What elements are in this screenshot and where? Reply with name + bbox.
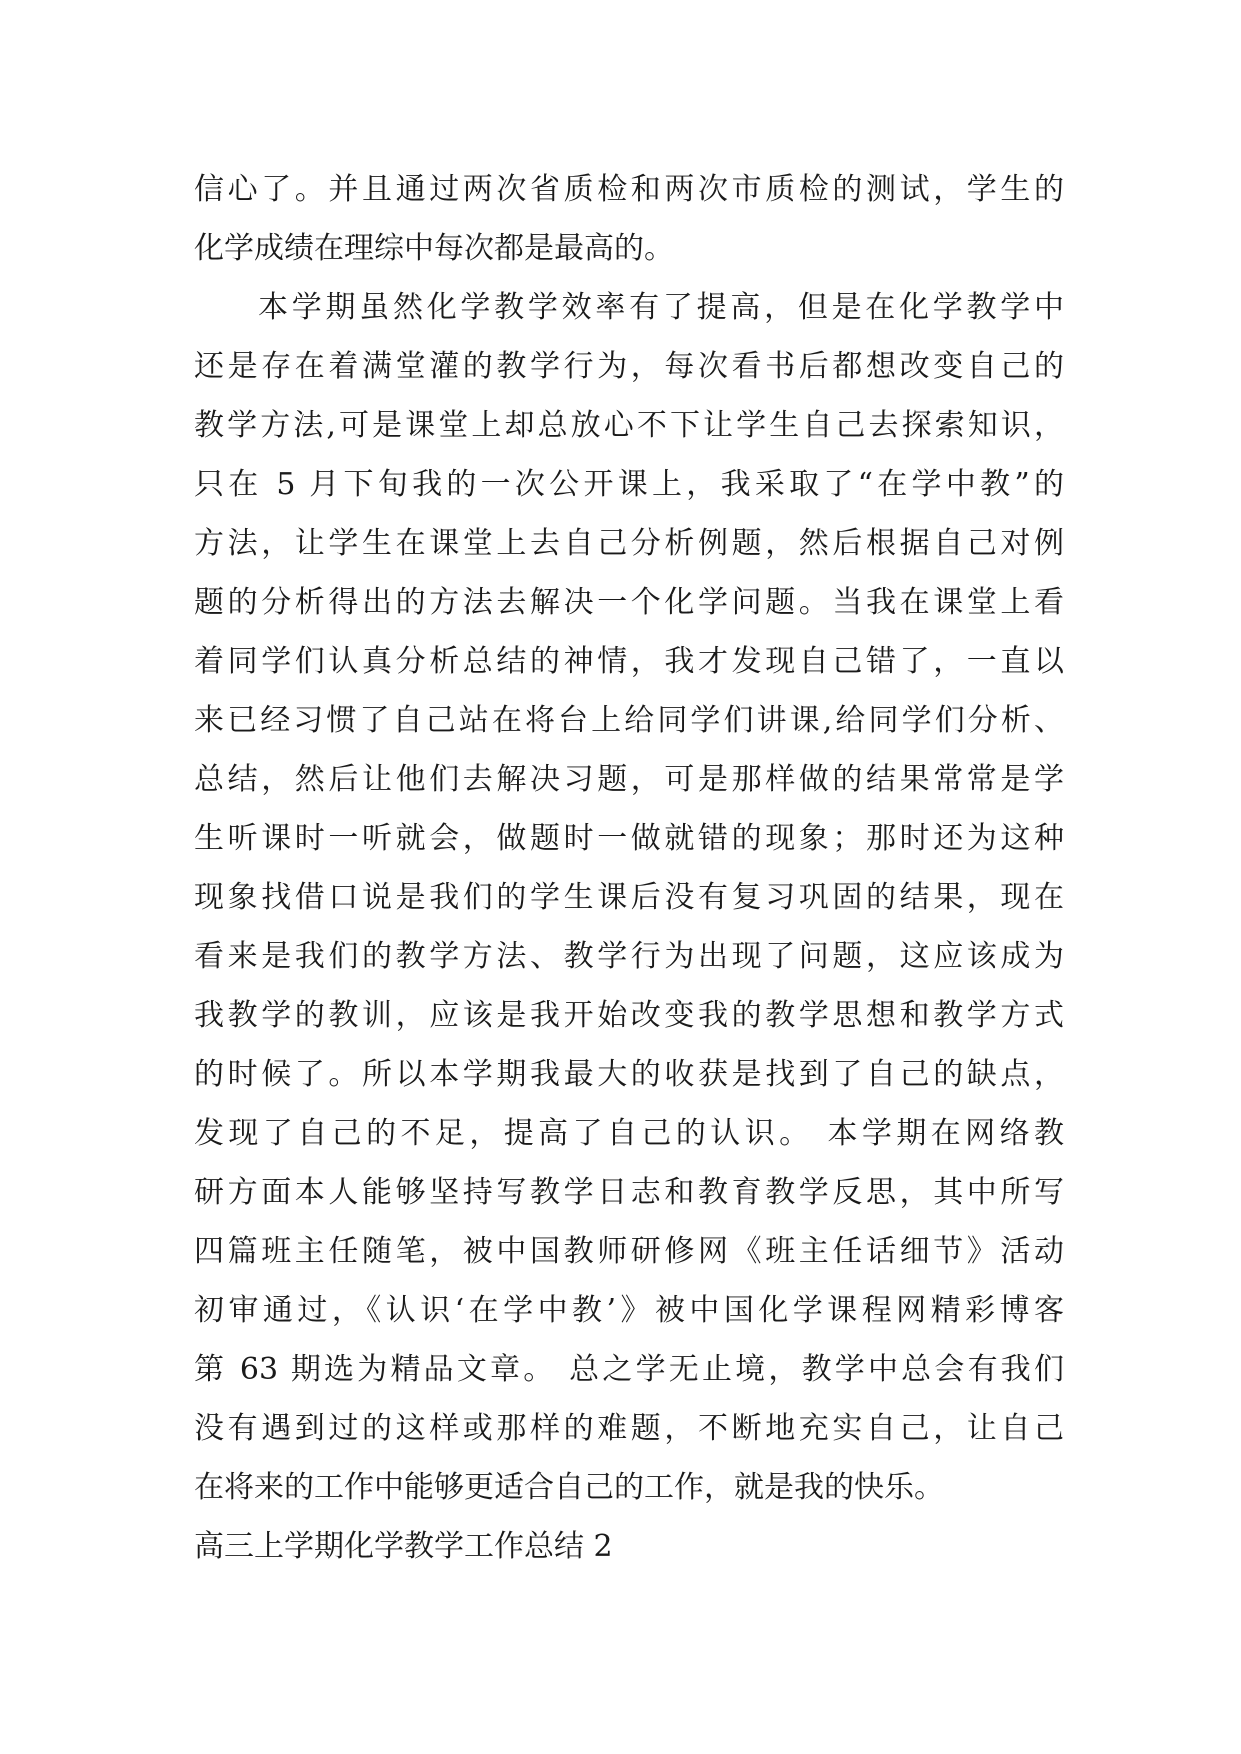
text-line: 在将来的工作中能够更适合自己的工作，就是我的快乐。: [194, 1470, 944, 1505]
text-line: 方法，让学生在课堂上去自己分析例题，然后根据自己对例: [194, 526, 1064, 561]
text-line: 现象找借口说是我们的学生课后没有复习巩固的结果，现在: [194, 880, 1064, 915]
text-line: 教学方法,可是课堂上却总放心不下让学生自己去探索知识，: [194, 408, 1064, 443]
text-line: 只在 5 月下旬我的一次公开课上，我采取了“在学中教”的: [194, 467, 1064, 502]
text-line: 化学成绩在理综中每次都是最高的。: [194, 231, 674, 266]
text-line: 第 63 期选为精品文章。 总之学无止境，教学中总会有我们: [194, 1352, 1064, 1387]
text-line: 来已经习惯了自己站在将台上给同学们讲课,给同学们分析、: [194, 703, 1064, 738]
text-line: 发现了自己的不足，提高了自己的认识。 本学期在网络教: [194, 1116, 1064, 1151]
text-line: 本学期虽然化学教学效率有了提高，但是在化学教学中: [258, 290, 1064, 325]
text-line: 我教学的教训，应该是我开始改变我的教学思想和教学方式: [194, 998, 1064, 1033]
text-line: 信心了。并且通过两次省质检和两次市质检的测试，学生的: [194, 172, 1064, 207]
text-line: 没有遇到过的这样或那样的难题，不断地充实自己，让自己: [194, 1411, 1064, 1446]
text-line: 研方面本人能够坚持写教学日志和教育教学反思，其中所写: [194, 1175, 1064, 1210]
text-line: 的时候了。所以本学期我最大的收获是找到了自己的缺点，: [194, 1057, 1064, 1092]
document-body: [194, 160, 1064, 1576]
text-line: 着同学们认真分析总结的神情，我才发现自己错了，一直以: [194, 644, 1064, 679]
text-line: 看来是我们的教学方法、教学行为出现了问题，这应该成为: [194, 939, 1064, 974]
section-heading: 高三上学期化学教学工作总结 2: [194, 1529, 613, 1564]
text-line: 总结，然后让他们去解决习题，可是那样做的结果常常是学: [194, 762, 1064, 797]
text-line: 生听课时一听就会，做题时一做就错的现象；那时还为这种: [194, 821, 1064, 856]
text-line: 题的分析得出的方法去解决一个化学问题。当我在课堂上看: [194, 585, 1064, 620]
text-line: 还是存在着满堂灌的教学行为，每次看书后都想改变自己的: [194, 349, 1064, 384]
text-line: 初审通过，《认识‘在学中教’》被中国化学课程网精彩博客: [194, 1293, 1064, 1328]
text-line: 四篇班主任随笔，被中国教师研修网《班主任话细节》活动: [194, 1234, 1064, 1269]
